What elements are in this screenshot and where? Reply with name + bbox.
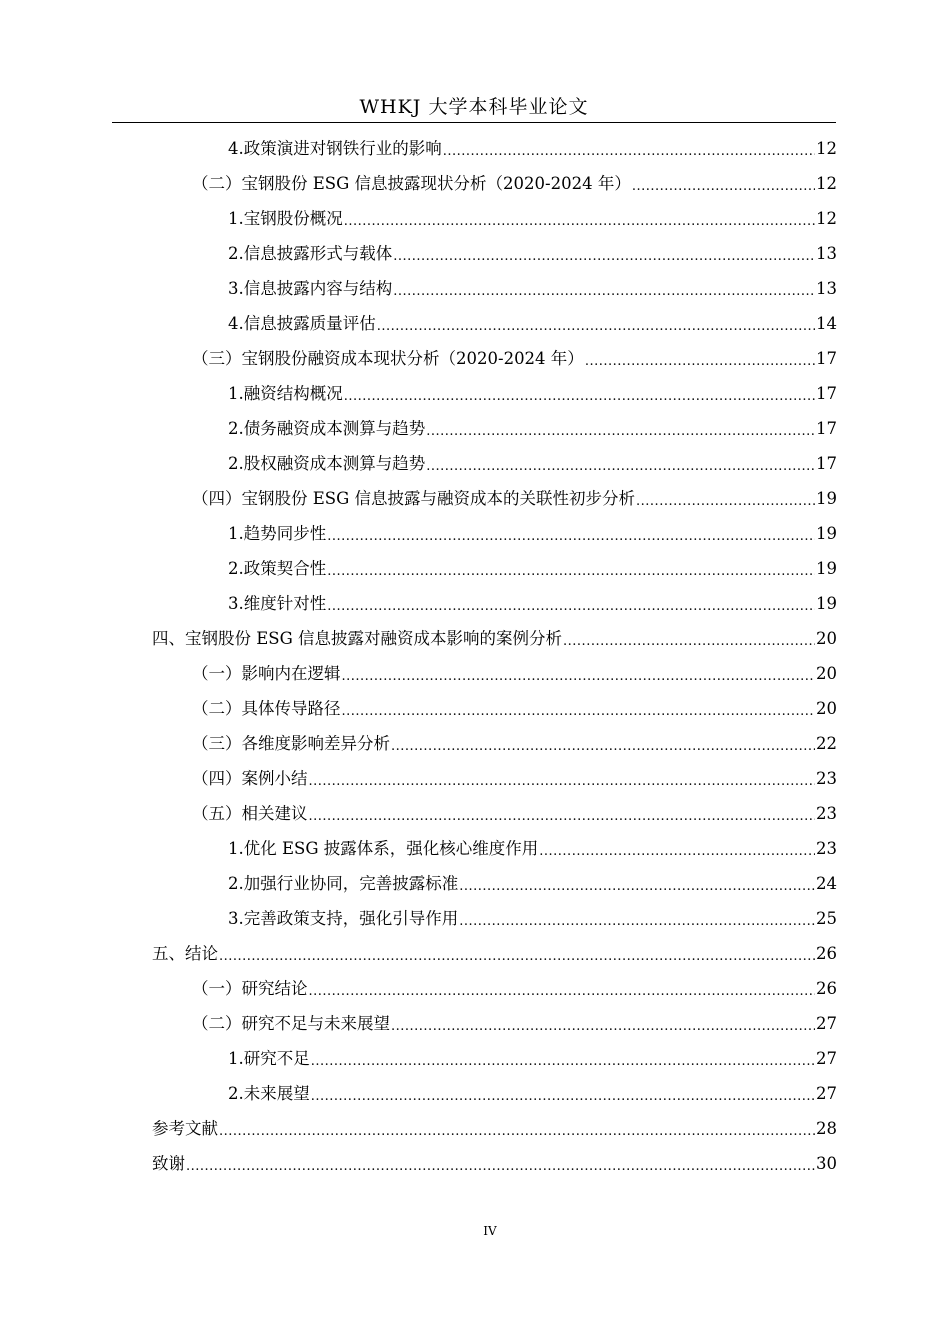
- toc-entry[interactable]: [152, 551, 837, 586]
- toc-dot-leader: [426, 426, 815, 446]
- toc-entry-page: 22: [816, 733, 837, 753]
- toc-entry-page: 14: [816, 313, 837, 333]
- toc-entry-title: （一）影响内在逻辑: [192, 663, 341, 683]
- toc-entry-page: 28: [816, 1118, 837, 1138]
- toc-entry[interactable]: [152, 901, 837, 936]
- toc-dot-leader: [632, 181, 815, 201]
- toc-entry-page: 17: [816, 418, 837, 438]
- toc-dot-leader: [219, 1126, 815, 1146]
- toc-entry[interactable]: [152, 481, 837, 516]
- toc-dot-leader: [563, 636, 815, 656]
- toc-entry[interactable]: [152, 691, 837, 726]
- toc-entry[interactable]: [152, 306, 837, 341]
- toc-entry-page: 23: [816, 803, 837, 823]
- toc-entry[interactable]: [152, 516, 837, 551]
- toc-entry-title: 1.研究不足: [228, 1048, 310, 1068]
- toc-dot-leader: [342, 671, 816, 691]
- toc-entry-title: 五、结论: [152, 943, 218, 963]
- toc-entry-page: 25: [816, 908, 837, 928]
- toc-entry[interactable]: [152, 936, 837, 971]
- toc-entry-title: （三）各维度影响差异分析: [192, 733, 390, 753]
- toc-entry[interactable]: [152, 586, 837, 621]
- toc-dot-leader: [342, 706, 816, 726]
- toc-entry-title: 1.趋势同步性: [228, 523, 327, 543]
- toc-dot-leader: [219, 951, 815, 971]
- toc-entry-page: 13: [816, 243, 837, 263]
- toc-entry-title: 1.优化 ESG 披露体系，强化核心维度作用: [228, 838, 539, 858]
- table-of-contents: [152, 131, 837, 1181]
- toc-entry-title: 2.信息披露形式与载体: [228, 243, 393, 263]
- toc-entry-title: 1.宝钢股份概况: [228, 208, 343, 228]
- toc-entry[interactable]: [152, 1146, 837, 1181]
- toc-dot-leader: [393, 286, 815, 306]
- toc-entry[interactable]: [152, 166, 837, 201]
- toc-entry-title: 2.政策契合性: [228, 558, 327, 578]
- toc-dot-leader: [636, 496, 815, 516]
- toc-entry-page: 12: [816, 138, 837, 158]
- toc-entry-page: 30: [816, 1153, 837, 1173]
- toc-entry[interactable]: [152, 446, 837, 481]
- toc-entry-title: 1.融资结构概况: [228, 383, 343, 403]
- toc-entry-title: （二）宝钢股份 ESG 信息披露现状分析（2020-2024 年）: [192, 173, 631, 193]
- toc-entry[interactable]: [152, 621, 837, 656]
- toc-dot-leader: [327, 566, 815, 586]
- toc-entry-title: （五）相关建议: [192, 803, 308, 823]
- toc-dot-leader: [459, 881, 815, 901]
- toc-entry-title: 参考文献: [152, 1118, 218, 1138]
- toc-dot-leader: [327, 601, 815, 621]
- toc-entry-page: 12: [816, 173, 837, 193]
- toc-entry[interactable]: [152, 866, 837, 901]
- toc-dot-leader: [309, 776, 816, 796]
- toc-entry[interactable]: [152, 761, 837, 796]
- toc-entry-page: 27: [816, 1013, 837, 1033]
- toc-entry-page: 19: [816, 593, 837, 613]
- toc-entry[interactable]: [152, 131, 837, 166]
- toc-entry[interactable]: [152, 1006, 837, 1041]
- toc-dot-leader: [309, 811, 816, 831]
- toc-entry-page: 23: [816, 768, 837, 788]
- toc-entry[interactable]: [152, 376, 837, 411]
- toc-dot-leader: [539, 846, 815, 866]
- toc-dot-leader: [393, 251, 815, 271]
- toc-entry[interactable]: [152, 1111, 837, 1146]
- toc-dot-leader: [309, 986, 816, 1006]
- toc-entry-page: 17: [816, 348, 837, 368]
- toc-entry-title: （二）具体传导路径: [192, 698, 341, 718]
- toc-entry-page: 24: [816, 873, 837, 893]
- toc-entry[interactable]: [152, 271, 837, 306]
- toc-entry-title: 4.信息披露质量评估: [228, 313, 376, 333]
- toc-entry-page: 20: [816, 628, 837, 648]
- toc-entry[interactable]: [152, 201, 837, 236]
- toc-entry-title: 2.股权融资成本测算与趋势: [228, 453, 426, 473]
- toc-dot-leader: [186, 1161, 815, 1181]
- toc-entry-page: 27: [816, 1083, 837, 1103]
- toc-entry[interactable]: [152, 971, 837, 1006]
- toc-dot-leader: [377, 321, 815, 341]
- toc-dot-leader: [459, 916, 815, 936]
- toc-dot-leader: [344, 216, 815, 236]
- toc-dot-leader: [391, 741, 815, 761]
- toc-entry-page: 19: [816, 523, 837, 543]
- toc-entry-title: 3.完善政策支持，强化引导作用: [228, 908, 459, 928]
- toc-entry-page: 23: [816, 838, 837, 858]
- toc-entry-page: 13: [816, 278, 837, 298]
- toc-entry-title: 2.加强行业协同，完善披露标准: [228, 873, 459, 893]
- toc-entry[interactable]: [152, 411, 837, 446]
- toc-entry-title: （三）宝钢股份融资成本现状分析（2020-2024 年）: [192, 348, 584, 368]
- toc-entry-title: 四、宝钢股份 ESG 信息披露对融资成本影响的案例分析: [152, 628, 563, 648]
- header-divider: [112, 122, 836, 123]
- toc-entry[interactable]: [152, 1041, 837, 1076]
- toc-entry-title: （二）研究不足与未来展望: [192, 1013, 390, 1033]
- toc-entry-title: 3.维度针对性: [228, 593, 327, 613]
- toc-entry-title: 致谢: [152, 1153, 185, 1173]
- toc-dot-leader: [391, 1021, 815, 1041]
- toc-entry-title: 4.政策演进对钢铁行业的影响: [228, 138, 442, 158]
- toc-entry-page: 26: [816, 978, 837, 998]
- toc-entry-page: 20: [816, 698, 837, 718]
- toc-entry[interactable]: [152, 726, 837, 761]
- toc-entry-page: 27: [816, 1048, 837, 1068]
- toc-entry[interactable]: [152, 341, 837, 376]
- toc-dot-leader: [327, 531, 815, 551]
- toc-entry[interactable]: [152, 796, 837, 831]
- toc-entry[interactable]: [152, 236, 837, 271]
- toc-entry-page: 26: [816, 943, 837, 963]
- running-header: WHKJ 大学本科毕业论文: [359, 96, 589, 118]
- toc-dot-leader: [311, 1091, 815, 1111]
- page-number: IV: [483, 1224, 497, 1238]
- toc-entry-title: （一）研究结论: [192, 978, 308, 998]
- toc-dot-leader: [311, 1056, 815, 1076]
- toc-dot-leader: [344, 391, 815, 411]
- toc-entry-page: 19: [816, 488, 837, 508]
- toc-entry-title: 2.未来展望: [228, 1083, 310, 1103]
- toc-entry-page: 19: [816, 558, 837, 578]
- toc-entry[interactable]: [152, 656, 837, 691]
- toc-entry-title: 3.信息披露内容与结构: [228, 278, 393, 298]
- toc-entry-page: 17: [816, 453, 837, 473]
- toc-entry-page: 12: [816, 208, 837, 228]
- toc-entry-page: 17: [816, 383, 837, 403]
- toc-entry[interactable]: [152, 831, 837, 866]
- toc-dot-leader: [426, 461, 815, 481]
- toc-entry-title: 2.债务融资成本测算与趋势: [228, 418, 426, 438]
- toc-entry-title: （四）案例小结: [192, 768, 308, 788]
- toc-entry-title: （四）宝钢股份 ESG 信息披露与融资成本的关联性初步分析: [192, 488, 636, 508]
- toc-entry[interactable]: [152, 1076, 837, 1111]
- toc-entry-page: 20: [816, 663, 837, 683]
- toc-dot-leader: [443, 146, 815, 166]
- toc-dot-leader: [585, 356, 815, 376]
